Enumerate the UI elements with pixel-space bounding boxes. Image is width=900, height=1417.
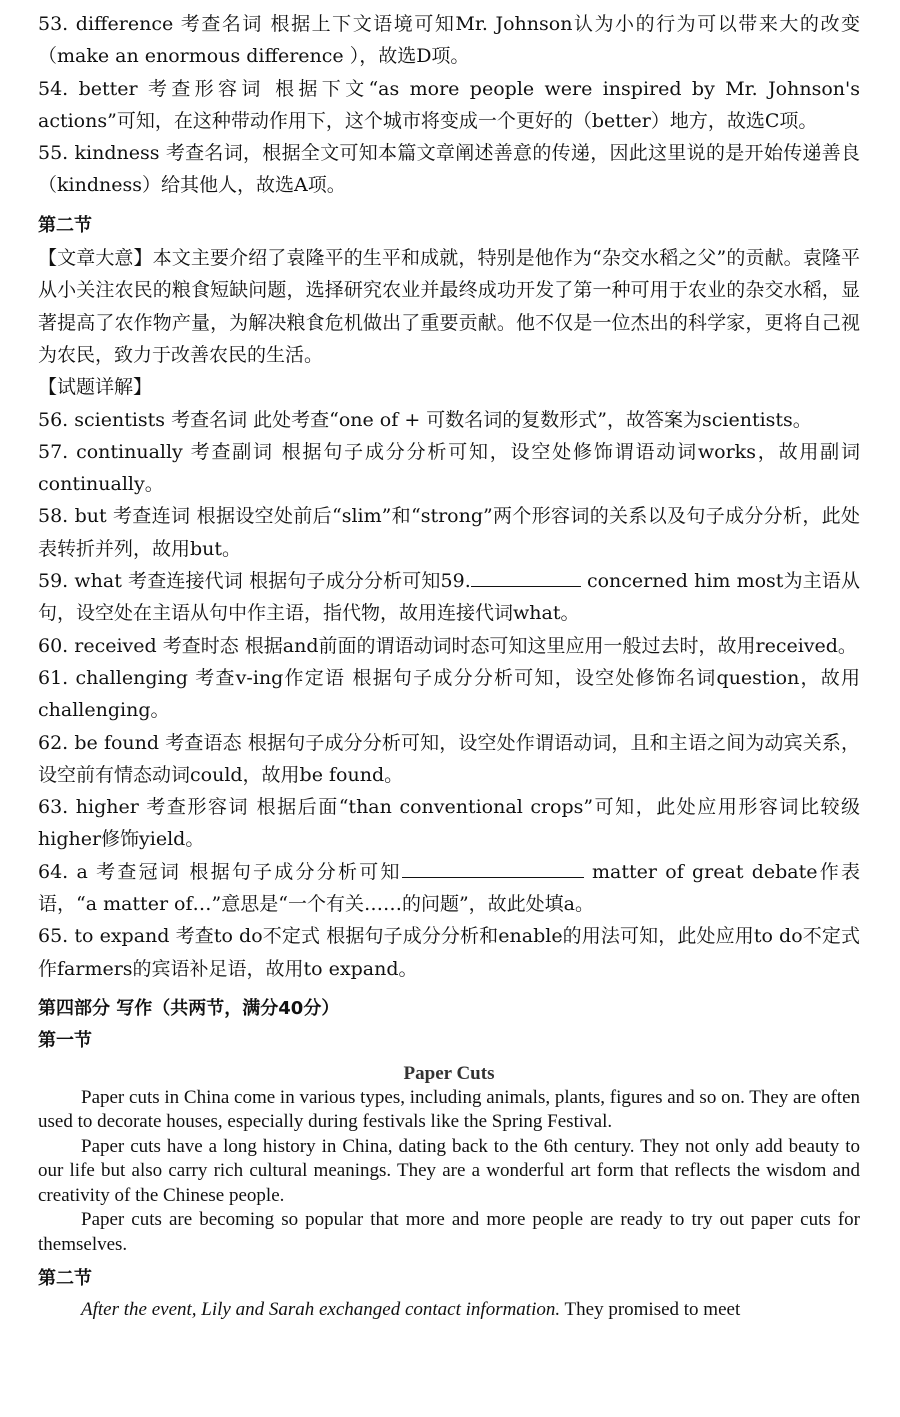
answer-item-53: 53. difference 考查名词 根据上下文语境可知Mr. Johnson认为小的行为可以带来大的改变（make an enormous difference ），故选D项。: [38, 13, 860, 68]
answer-item-58: 58. but 考查连词 根据设空处前后“slim”和“strong”两个形容词的关系以及句子成分分析，此处表转折并列，故用but。: [38, 505, 860, 560]
continuation-italic: After the event, Lily and Sarah exchanged contact information.: [81, 1299, 561, 1321]
item-59-text-after: concerned him most为主语从句，设空处在主语从句中作主语，指代物，故用连接代词what。: [38, 570, 861, 625]
answer-item-59: [38, 565, 860, 630]
answer-item-57: 57. continually 考查副词 根据句子成分分析可知，设空处修饰谓语动词works，故用副词continually。: [38, 440, 860, 496]
answer-item-64: [38, 856, 860, 921]
answer-item-55: 55. kindness 考查名词，根据全文可知本篇文章阐述善意的传递，因此这里说的是开始传递善良（kindness）给其他人，故选A项。: [38, 142, 860, 197]
essay-title: Paper Cuts: [403, 1062, 495, 1084]
detail-heading: 【试题详解】: [38, 376, 153, 399]
part-4-section-1-heading: 第一节: [38, 1030, 92, 1052]
document-page: [38, 8, 860, 1325]
essay-paragraph: Paper cuts are becoming so popular that more and more people are ready to try out paper cuts for themselves.: [38, 1209, 860, 1255]
continuation-plain: They promised to meet: [560, 1299, 741, 1321]
answer-item-65: 65. to expand 考查to do不定式 根据句子成分分析和enable的用法可知，此处应用to do不定式作farmers的宾语补足语，故用to expand。: [38, 925, 860, 980]
essay-paragraph: Paper cuts have a long history in China, dating back to the 6th century. They not only add beauty to our life but also carry rich cultural meanings. They are a wonderful art form that reflects the wisdom and creativity of the Chinese people.: [38, 1135, 860, 1206]
blank-line: [471, 585, 581, 587]
continuation-text: [38, 1295, 860, 1325]
essay-paragraph: Paper cuts in China come in various types, including animals, plants, figures and so on. They are often used to decorate houses, especially during festivals like the Spring Festival.: [38, 1086, 861, 1132]
answer-item-62: 62. be found 考查语态 根据句子成分分析可知，设空处作谓语动词，且和主语之间为动宾关系，设空前有情态动词could，故用be found。: [38, 731, 860, 786]
section-2-heading: 第二节: [38, 214, 92, 236]
answer-item-63: 63. higher 考查形容词 根据后面“than conventional crops”可知，此处应用形容词比较级higher修饰yield。: [38, 796, 860, 851]
part-4-section-2-heading: 第二节: [38, 1268, 92, 1289]
part-4-heading: 第四部分 写作（共两节，满分40分）: [38, 997, 340, 1019]
answer-item-56: 56. scientists 考查名词 此处考查“one of + 可数名词的复数形式”，故答案为scientists。: [38, 408, 812, 431]
answer-item-54: 54. better 考查形容词 根据下文“as more people were inspired by Mr. Johnson's actions”可知，在这种带动作用下，这个城市将变成一个更好的（better）地方，故选C项。: [38, 77, 860, 132]
answer-item-60: 60. received 考查时态 根据and前面的谓语动词时态可知这里应用一般过去时，故用received。: [38, 634, 857, 657]
item-59-text-before: 59. what 考查连接代词 根据句子成分分析可知59.: [38, 570, 471, 593]
blank-line: [402, 876, 584, 878]
answer-item-61: 61. challenging 考查v-ing作定语 根据句子成分分析可知，设空处修饰名词question，故用challenging。: [38, 666, 860, 722]
article-summary: 【文章大意】本文主要介绍了袁隆平的生平和成就，特别是他作为“杂交水稻之父”的贡献。袁隆平从小关注农民的粮食短缺问题，选择研究农业并最终成功开发了第一种可用于农业的杂交水稻，显著提高了农作物产量，为解决粮食危机做出了重要贡献。他不仅是一位杰出的科学家，更将自己视为农民，致力于改善农民的生活。: [38, 247, 860, 366]
item-64-text-before: 64. a 考查冠词 根据句子成分分析可知: [38, 860, 402, 883]
item-64-text-after: matter of great debate作表语，“a matter of…”意思是“一个有关……的问题”，故此处填a。: [38, 860, 860, 916]
